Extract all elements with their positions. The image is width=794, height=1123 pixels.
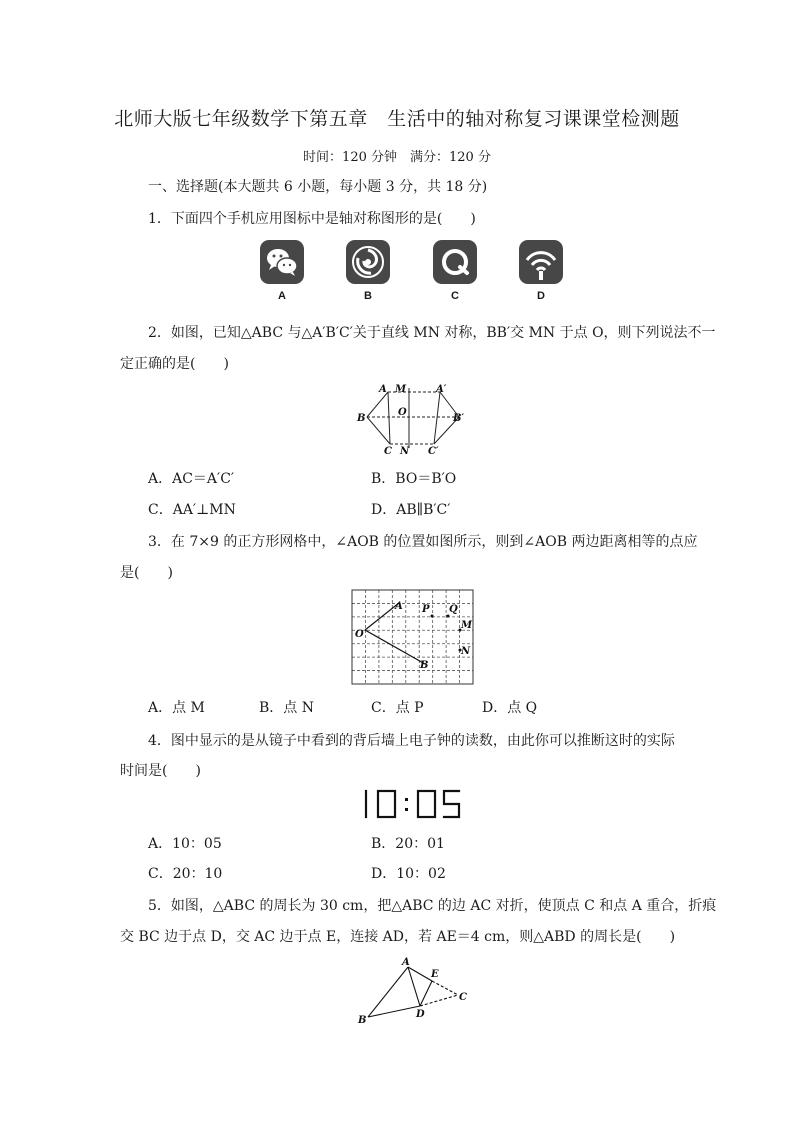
q5-line1: 5．如图，△ABC 的周长为 30 cm，把△ABC 的边 AC 对折，使顶点 C 和点 A 重合，折痕	[148, 898, 717, 914]
q5-label-e: E	[431, 969, 439, 980]
q3-label-n: N	[461, 646, 471, 657]
q1-label-d: D	[537, 290, 545, 302]
q1-label-a: A	[278, 290, 286, 302]
q4-line1: 4．图中显示的是从镜子中看到的背后墙上电子钟的读数，由此你可以推断这时的实际	[148, 733, 675, 749]
q4-option-d: D．10：02	[371, 866, 446, 882]
q5-label-d: D	[416, 1009, 425, 1020]
q2-label-a: A	[379, 384, 387, 395]
q3-option-d: D．点 Q	[482, 700, 538, 716]
time-score-info: 时间：120 分钟 满分：120 分	[303, 150, 491, 165]
q5-label-b: B	[358, 1015, 367, 1026]
page-title: 北师大版七年级数学下第五章 生活中的轴对称复习课课堂检测题	[114, 108, 680, 130]
q3-label-a: A	[395, 601, 403, 612]
q4-option-a: A．10：05	[148, 836, 222, 852]
q3-label-p: P	[422, 604, 430, 615]
wechat-icon	[260, 240, 304, 284]
q2-figure	[350, 380, 470, 456]
q3-label-q: Q	[449, 604, 458, 615]
q5-label-c: C	[459, 992, 467, 1003]
q5-figure	[352, 955, 476, 1027]
clock-reading: 10:05	[358, 786, 361, 787]
q2-line2: 定正确的是( )	[120, 356, 229, 372]
wifi-icon	[519, 240, 563, 284]
q2-label-o: O	[398, 407, 407, 418]
q2-option-b: B．BO＝B′O	[371, 471, 457, 487]
q3-grid-figure	[350, 588, 476, 686]
q3-option-a: A．点 M	[148, 700, 205, 716]
q1-text: 1．下面四个手机应用图标中是轴对称图形的是( )	[148, 211, 476, 227]
q3-label-m: M	[461, 620, 473, 631]
q2-label-b-prime: B′	[453, 413, 465, 424]
q2-label-a-prime: A′	[436, 384, 447, 395]
q2-label-m: M	[395, 384, 407, 395]
q2-label-c: C	[384, 446, 392, 456]
q1-label-c: C	[451, 290, 459, 302]
section-heading: 一、选择题(本大题共 6 小题，每小题 3 分，共 18 分)	[148, 179, 488, 195]
q1-label-b: B	[364, 290, 372, 302]
q3-option-c: C．点 P	[371, 700, 424, 716]
q2-label-c-prime: C′	[428, 446, 439, 456]
q3-label-o: O	[355, 629, 364, 640]
q-letter-icon	[433, 240, 477, 284]
mirror-clock-figure	[358, 786, 464, 822]
q2-label-b: B	[357, 413, 366, 424]
q3-option-b: B．点 N	[259, 700, 314, 716]
q2-label-n: N	[400, 446, 410, 456]
q2-line1: 2．如图，已知△ABC 与△A′B′C′关于直线 MN 对称，BB′交 MN 于点 O，则下列说法不一	[148, 325, 716, 341]
q2-option-c: C．AA′⊥MN	[148, 502, 236, 518]
q3-label-b: B	[420, 660, 429, 671]
q5-label-a: A	[402, 957, 410, 968]
q2-option-a: A．AC＝A′C′	[148, 471, 235, 487]
q3-line1: 3．在 7×9 的正方形网格中，∠AOB 的位置如图所示，则到∠AOB 两边距离相等的点应	[148, 534, 698, 550]
q3-line2: 是( )	[120, 565, 173, 581]
swirl-icon	[346, 240, 390, 284]
q5-line2: 交 BC 边于点 D，交 AC 边于点 E，连接 AD，若 AE＝4 cm，则△ABD 的周长是( )	[120, 929, 676, 945]
q4-option-b: B．20：01	[371, 836, 445, 852]
q4-line2: 时间是( )	[120, 763, 201, 779]
q2-option-d: D．AB∥B′C′	[371, 502, 451, 518]
q4-option-c: C．20：10	[148, 866, 223, 882]
